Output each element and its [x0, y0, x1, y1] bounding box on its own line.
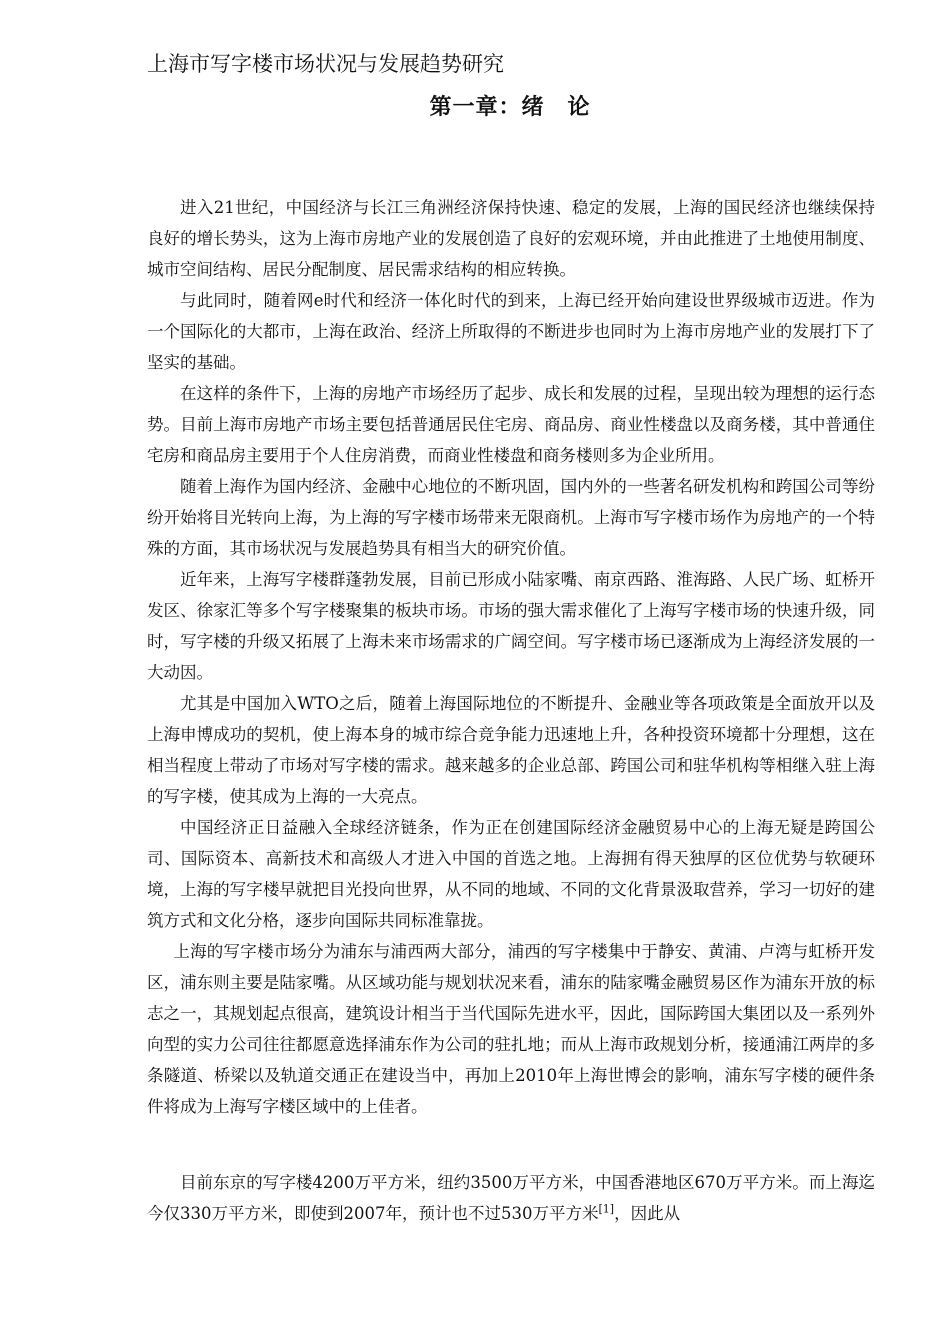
- chapter-title: 第一章：绪 论: [429, 95, 591, 120]
- paragraph: 近年来，上海写字楼群蓬勃发展，目前已形成小陆家嘴、南京西路、淮海路、人民广场、虹桥开发区、徐家汇等多个写字楼聚集的板块市场。市场的强大需求催化了上海写字楼市场的快速升级，同时，写字楼的升级又拓展了上海未来市场需求的广阔空间。写字楼市场已逐渐成为上海经济发展的一大动因。: [147, 570, 875, 682]
- reference-mark[interactable]: [1]: [598, 1202, 615, 1216]
- lower-text: [147, 1167, 875, 1229]
- document-title: 上海市写字楼市场状况与发展趋势研究: [147, 52, 504, 76]
- body-text: [147, 192, 875, 1122]
- paragraph: 中国经济正日益融入全球经济链条，作为正在创建国际经济金融贸易中心的上海无疑是跨国公司、国际资本、高新技术和高级人才进入中国的首选之地。上海拥有得天独厚的区位优势与软硬环境，上海的写字楼早就把目光投向世界，从不同的地域、不同的文化背景汲取营养，学习一切好的建筑方式和文化分格，逐步向国际共同标准靠拢。: [147, 818, 875, 930]
- paragraph-text: 目前东京的写字楼4200万平方米，纽约3500万平方米，中国香港地区670万平方米。而上海迄今仅330万平方米，即使到2007年，预计也不过530万平方米: [147, 1173, 875, 1223]
- paragraph: 随着上海作为国内经济、金融中心地位的不断巩固，国内外的一些著名研发机构和跨国公司等纷纷开始将目光转向上海，为上海的写字楼市场带来无限商机。上海市写字楼市场作为房地产的一个特殊的方面，其市场状况与发展趋势具有相当大的研究价值。: [147, 477, 875, 558]
- paragraph: 尤其是中国加入WTO之后，随着上海国际地位的不断提升、金融业等各项政策是全面放开以及上海申博成功的契机，使上海本身的城市综合竞争能力迅速地上升，各种投资环境都十分理想，这在相当程度上带动了市场对写字楼的需求。越来越多的企业总部、跨国公司和驻华机构等相继入驻上海的写字楼，使其成为上海的一大亮点。: [147, 694, 875, 806]
- paragraph: 在这样的条件下，上海的房地产市场经历了起步、成长和发展的过程，呈现出较为理想的运行态势。目前上海市房地产市场主要包括普通居民住宅房、商品房、商业性楼盘以及商务楼，其中普通住宅房和商品房主要用于个人住房消费，而商业性楼盘和商务楼则多为企业所用。: [147, 384, 875, 465]
- paragraph: 上海的写字楼市场分为浦东与浦西两大部分，浦西的写字楼集中于静安、黄浦、卢湾与虹桥开发区，浦东则主要是陆家嘴。从区域功能与规划状况来看，浦东的陆家嘴金融贸易区作为浦东开放的标志之一，其规划起点很高，建筑设计相当于当代国际先进水平，因此，国际跨国大集团以及一系列外向型的实力公司往往都愿意选择浦东作为公司的驻扎地；而从上海市政规划分析，接通浦江两岸的多条隧道、桥梁以及轨道交通正在建设当中，再加上2010年上海世博会的影响，浦东写字楼的硬件条件将成为上海写字楼区域中的上佳者。: [147, 942, 875, 1116]
- paragraph: 与此同时，随着网e时代和经济一体化时代的到来，上海已经开始向建设世界级城市迈进。作为一个国际化的大都市，上海在政治、经济上所取得的不断进步也同时为上海市房地产业的发展打下了坚实的基础。: [147, 291, 875, 372]
- paragraph-with-reference: [147, 1167, 875, 1229]
- paragraph-text-continued: ，因此从: [614, 1204, 681, 1223]
- paragraph: 进入21世纪，中国经济与长江三角洲经济保持快速、稳定的发展，上海的国民经济也继续保持良好的增长势头，这为上海市房地产业的发展创造了良好的宏观环境，并由此推进了土地使用制度、城市空间结构、居民分配制度、居民需求结构的相应转换。: [147, 198, 875, 279]
